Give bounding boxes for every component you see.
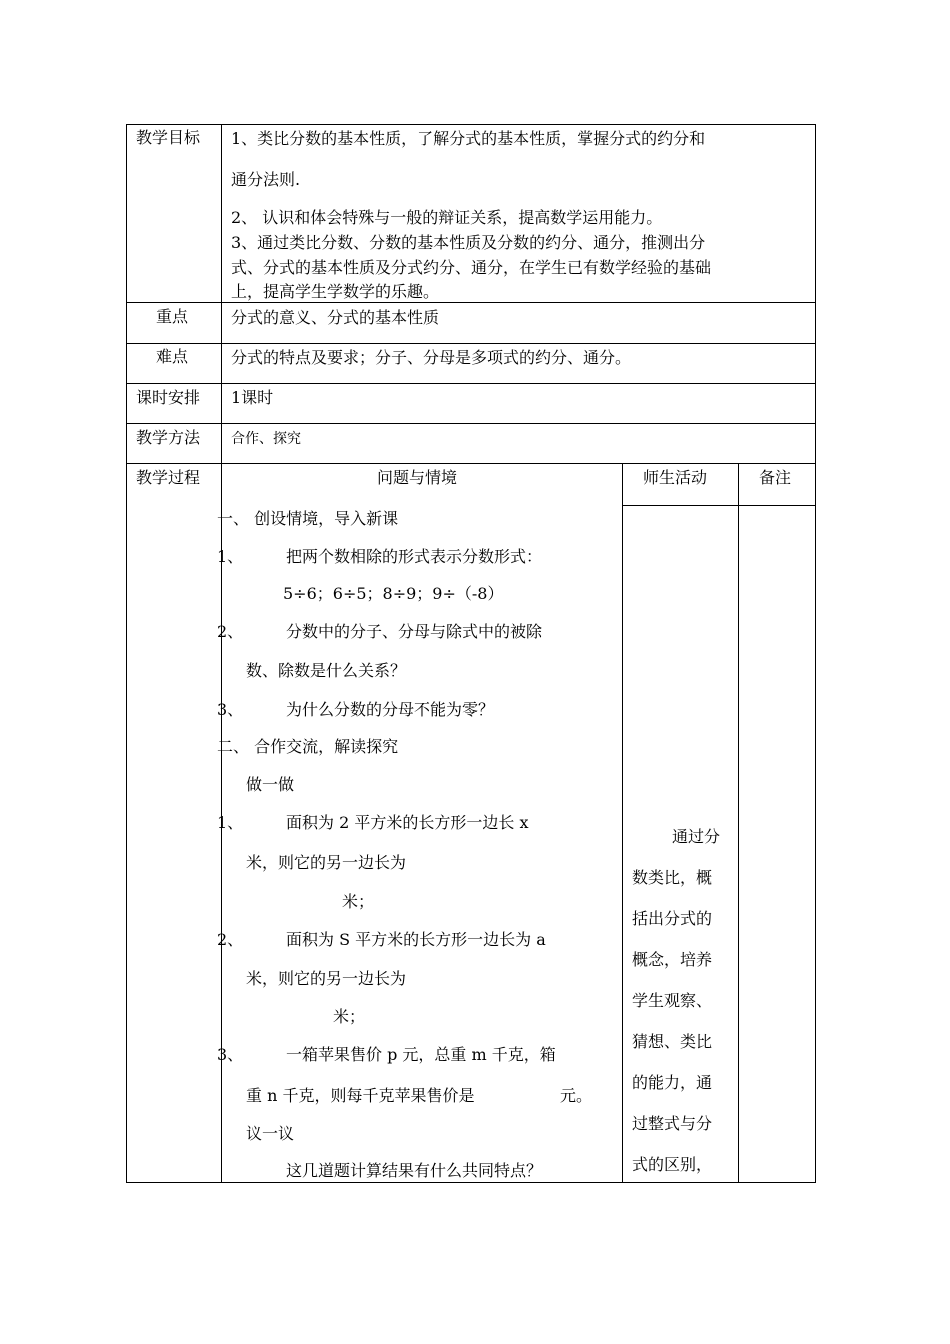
goal-line-4: 3、通过类比分数、分数的基本性质及分数的约分、通分，推测出分 (231, 233, 706, 252)
header-activity: 师生活动 (643, 468, 708, 487)
table-border-right (815, 124, 816, 1183)
activity-line-5: 学生观察、 (632, 991, 713, 1010)
task-3-continuation: 重 n 千克，则每千克苹果售价是 (246, 1086, 475, 1105)
row-divider (126, 463, 816, 464)
method-text: 合作、探究 (231, 431, 301, 447)
task-1-text: 面积为 2 平方米的长方形一边长 x (286, 813, 529, 832)
goal-line-5: 式、分式的基本性质及分式约分、通分，在学生已有数学经验的基础 (231, 258, 712, 277)
activity-line-3: 括出分式的 (632, 909, 713, 928)
task-2-unit: 米； (333, 1007, 366, 1026)
discussion-question: 这几道题计算结果有什么共同特点？ (286, 1161, 543, 1180)
item-3-number: 3、 (217, 700, 244, 719)
header-problems: 问题与情境 (377, 468, 458, 487)
label-schedule: 课时安排 (136, 388, 201, 407)
task-2-text: 面积为 S 平方米的长方形一边长为 a (286, 930, 546, 949)
task-2-number: 2、 (217, 930, 244, 949)
subheading-try: 做一做 (246, 775, 295, 794)
division-expressions: 5÷6；6÷5；8÷9；9÷（-8） (283, 584, 504, 603)
activity-column-divider (622, 463, 623, 1183)
row-divider (126, 383, 816, 384)
goal-line-6: 上，提高学生学数学的乐趣。 (231, 282, 440, 301)
label-process: 教学过程 (136, 468, 201, 487)
task-1-continuation: 米，则它的另一边长为 (246, 853, 407, 872)
item-2-continuation: 数、除数是什么关系？ (246, 661, 407, 680)
label-key: 重点 (156, 307, 189, 326)
label-difficulty: 难点 (156, 347, 189, 366)
subheading-discuss: 议一议 (246, 1124, 295, 1143)
activity-line-8: 过整式与分 (632, 1114, 713, 1133)
row-divider (126, 423, 816, 424)
item-1-text: 把两个数相除的形式表示分数形式： (286, 547, 543, 566)
item-2-text: 分数中的分子、分母与除式中的被除 (286, 622, 543, 641)
row-divider (126, 343, 816, 344)
item-2-number: 2、 (217, 622, 244, 641)
row-divider (126, 302, 816, 303)
activity-line-4: 概念，培养 (632, 950, 713, 969)
section-1-heading: 一、 创设情境，导入新课 (217, 509, 399, 528)
task-3-text: 一箱苹果售价 p 元，总重 m 千克，箱 (286, 1045, 556, 1064)
schedule-text: 1课时 (231, 388, 274, 407)
difficulty-text: 分式的特点及要求；分子、分母是多项式的约分、通分。 (231, 348, 632, 367)
goal-line-3: 2、 认识和体会特殊与一般的辩证关系，提高数学运用能力。 (231, 208, 663, 227)
task-1-number: 1、 (217, 813, 244, 832)
notes-column-divider (738, 463, 739, 1183)
section-2-heading: 二、 合作交流，解读探究 (217, 737, 399, 756)
activity-line-7: 的能力，通 (632, 1073, 713, 1092)
activity-line-9: 式的区别， (632, 1155, 713, 1174)
item-1-number: 1、 (217, 547, 244, 566)
goal-line-1: 1、类比分数的基本性质，了解分式的基本性质，掌握分式的约分和 (231, 129, 706, 148)
label-column-divider (221, 124, 222, 1183)
table-border-left (126, 124, 127, 1183)
item-3-text: 为什么分数的分母不能为零？ (286, 700, 495, 719)
table-border-bottom (126, 1182, 816, 1183)
label-method: 教学方法 (136, 428, 201, 447)
task-2-continuation: 米，则它的另一边长为 (246, 969, 407, 988)
task-3-number: 3、 (217, 1045, 244, 1064)
key-text: 分式的意义、分式的基本性质 (231, 308, 440, 327)
label-goal: 教学目标 (136, 128, 201, 147)
header-notes: 备注 (759, 468, 792, 487)
table-border-top (126, 124, 816, 125)
header-divider (622, 505, 816, 506)
task-1-unit: 米； (342, 892, 375, 911)
activity-line-2: 数类比，概 (632, 868, 713, 887)
activity-line-6: 猜想、类比 (632, 1032, 713, 1051)
goal-line-2: 通分法则. (231, 170, 301, 189)
task-3-unit: 元。 (560, 1086, 593, 1105)
activity-line-1: 通过分 (672, 827, 721, 846)
